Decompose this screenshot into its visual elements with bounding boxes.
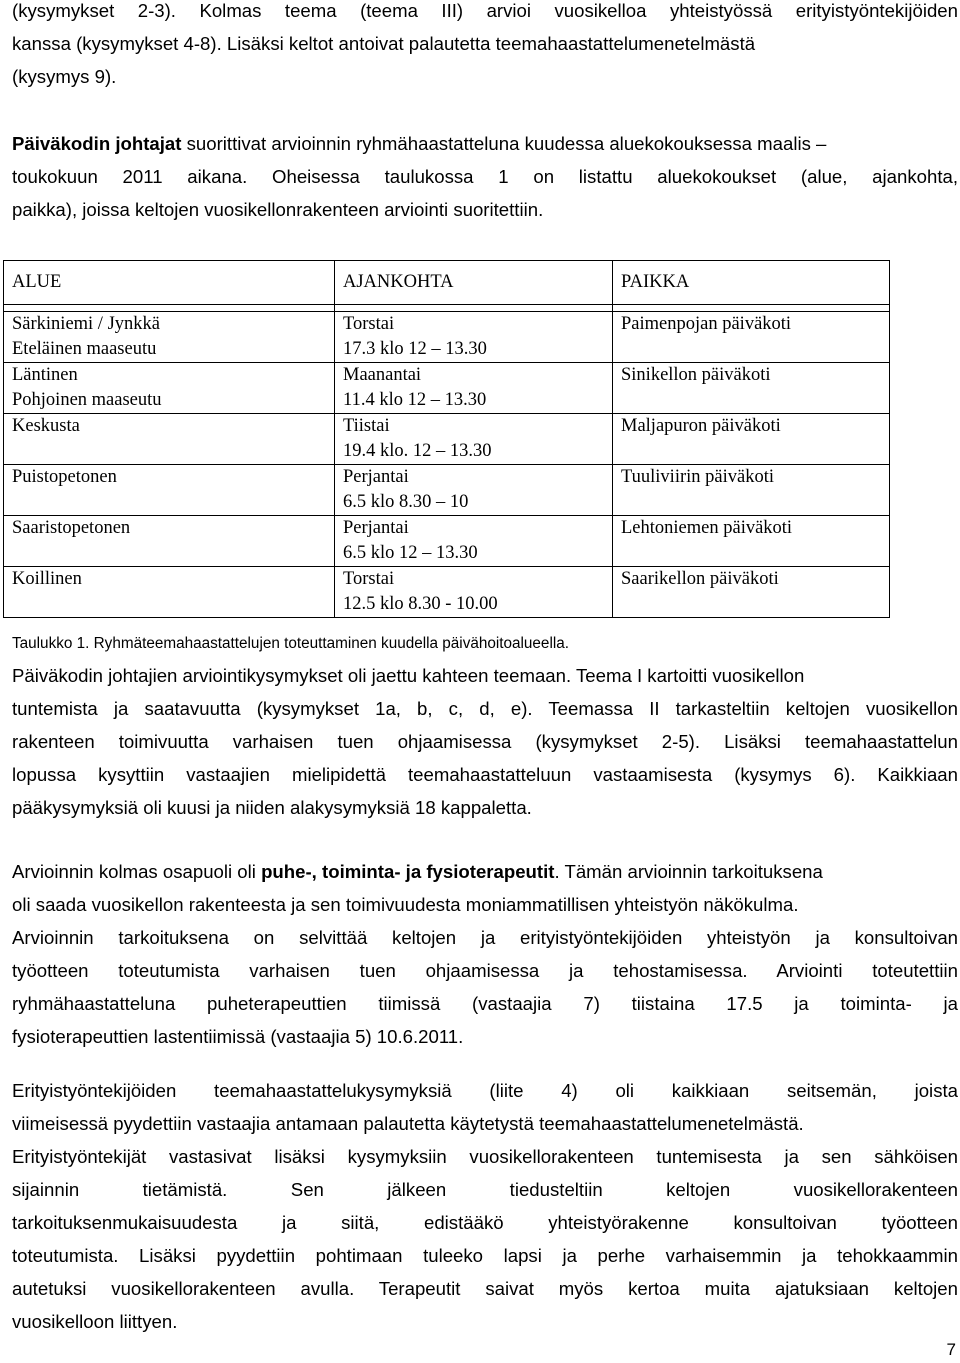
table-spacer-row	[4, 305, 890, 312]
cell-time: Tiistai 19.4 klo. 12 – 13.30	[335, 414, 613, 465]
text-line: ryhmähaastatteluna puheterapeuttien tiimissä (vastaajia 7) tiistaina 17.5 ja toiminta- ja	[12, 993, 958, 1014]
table-row	[4, 567, 890, 618]
cell-time: Perjantai 6.5 klo 8.30 – 10	[335, 465, 613, 516]
text-line: (kysymys 9).	[12, 66, 117, 87]
text-line: vuosikelloon liittyen.	[12, 1311, 178, 1332]
cell-area: Puistopetonen	[4, 465, 335, 516]
header-area: ALUE	[4, 261, 335, 305]
cell-place: Saarikellon päiväkoti	[613, 567, 890, 618]
text-line: oli saada vuosikellon rakenteesta ja sen toimivuudesta moniammatillisen yhteistyön näkökulma.	[12, 894, 799, 915]
text-line: pääkysymyksiä oli kuusi ja niiden alakysymyksiä 18 kappaletta.	[12, 797, 532, 818]
bold-lead: Päiväkodin johtajat	[12, 133, 182, 154]
cell-time: Torstai 12.5 klo 8.30 - 10.00	[335, 567, 613, 618]
cell-place: Lehtoniemen päiväkoti	[613, 516, 890, 567]
text-line: toukokuun 2011 aikana. Oheisessa taulukossa 1 on listattu aluekokoukset (alue, ajankohta,	[12, 166, 958, 187]
questions-paragraph	[12, 659, 958, 824]
text-line: paikka), joissa keltojen vuosikellonrakenteen arviointi suoritettiin.	[12, 199, 544, 220]
cell-area: Läntinen Pohjoinen maaseutu	[4, 363, 335, 414]
cell-area: Koillinen	[4, 567, 335, 618]
text-line: kanssa (kysymykset 4-8). Lisäksi keltot antoivat palautetta teemahaastattelumenetelmästä	[12, 33, 756, 54]
text-line: sijainnin tietämistä. Sen jälkeen tiedusteltiin keltojen vuosikellorakenteen	[12, 1179, 958, 1200]
cell-time: Maanantai 11.4 klo 12 – 13.30	[335, 363, 613, 414]
table-header-row	[4, 261, 890, 305]
text-line: autetuksi vuosikellorakenteen avulla. Terapeutit saivat myös kertoa muita ajatuksiaan keltojen	[12, 1278, 958, 1299]
text-line: tarkoituksenmukaisuudesta ja siitä, edistääkö yhteistyörakenne konsultoivan työotteen	[12, 1212, 958, 1233]
leaders-paragraph	[12, 127, 958, 226]
text-line: Erityistyöntekijöiden teemahaastattelukysymyksiä (liite 4) oli kaikkiaan seitsemän, joista	[12, 1080, 958, 1101]
text-line: tuntemista ja saatavuutta (kysymykset 1a, b, c, d, e). Teemassa II tarkasteltiin keltojen vuosikellon	[12, 698, 958, 719]
text-line: Arvioinnin tarkoituksena on selvittää keltojen ja erityistyöntekijöiden yhteistyön ja konsultoivan	[12, 927, 958, 948]
text-fragment: suorittivat arvioinnin ryhmähaastatteluna kuudessa aluekokouksessa maalis –	[181, 133, 827, 154]
cell-place: Maljapuron päiväkoti	[613, 414, 890, 465]
text-line: lopussa kysyttiin vastaajien mielipidettä teemahaastatteluun vastaamisesta (kysymys 6). Kaikkiaan	[12, 764, 958, 785]
header-place: PAIKKA	[613, 261, 890, 305]
text-line: (kysymykset 2-3). Kolmas teema (teema III) arvioi vuosikelloa yhteistyössä erityistyöntekijöiden	[12, 0, 958, 21]
table-row	[4, 465, 890, 516]
table-row	[4, 414, 890, 465]
table-row	[4, 312, 890, 363]
text-line: rakenteen toimivuutta varhaisen tuen ohjaamisessa (kysymykset 2-5). Lisäksi teemahaastattelun	[12, 731, 958, 752]
text-line: Arvioinnin kolmas osapuoli oli puhe-, toiminta- ja fysioterapeutit. Tämän arvioinnin tarkoituksena	[12, 861, 823, 882]
text-line	[12, 127, 958, 160]
text-line: Erityistyöntekijät vastasivat lisäksi kysymyksiin vuosikellorakenteen tuntemisesta ja sen sähköisen	[12, 1146, 958, 1167]
bold-term: puhe-, toiminta- ja fysioterapeutit	[261, 861, 555, 882]
cell-place: Paimenpojan päiväkoti	[613, 312, 890, 363]
cell-place: Tuuliviirin päiväkoti	[613, 465, 890, 516]
cell-area: Saaristopetonen	[4, 516, 335, 567]
specialists-paragraph	[12, 1074, 958, 1338]
cell-place: Sinikellon päiväkoti	[613, 363, 890, 414]
text-line: fysioterapeuttien lastentiimissä (vastaajia 5) 10.6.2011.	[12, 1026, 464, 1047]
text-line: Päiväkodin johtajien arviointikysymykset oli jaettu kahteen teemaan. Teema I kartoitti vuosikellon	[12, 665, 805, 686]
table-caption: Taulukko 1. Ryhmäteemahaastattelujen toteuttaminen kuudella päivähoitoalueella.	[12, 635, 569, 652]
therapists-paragraph	[12, 855, 958, 1053]
text-line: viimeisessä pyydettiin vastaajia antamaan palautetta käytetystä teemahaastattelumenetelmästä.	[12, 1113, 804, 1134]
cell-time: Torstai 17.3 klo 12 – 13.30	[335, 312, 613, 363]
schedule-table	[3, 260, 890, 618]
cell-time: Perjantai 6.5 klo 12 – 13.30	[335, 516, 613, 567]
text-line: toteutumista. Lisäksi pyydettiin pohtimaan tuleeko lapsi ja perhe varhaisemmin ja tehokkaammin	[12, 1245, 958, 1266]
table-row	[4, 363, 890, 414]
header-time: AJANKOHTA	[335, 261, 613, 305]
intro-paragraph	[12, 0, 958, 93]
cell-area: Keskusta	[4, 414, 335, 465]
cell-area: Särkiniemi / Jynkkä Eteläinen maaseutu	[4, 312, 335, 363]
text-line: työotteen toteutumista varhaisen tuen ohjaamisessa ja tehostamisessa. Arviointi toteutettiin	[12, 960, 958, 981]
table-row	[4, 516, 890, 567]
page-number: 7	[946, 1340, 956, 1359]
